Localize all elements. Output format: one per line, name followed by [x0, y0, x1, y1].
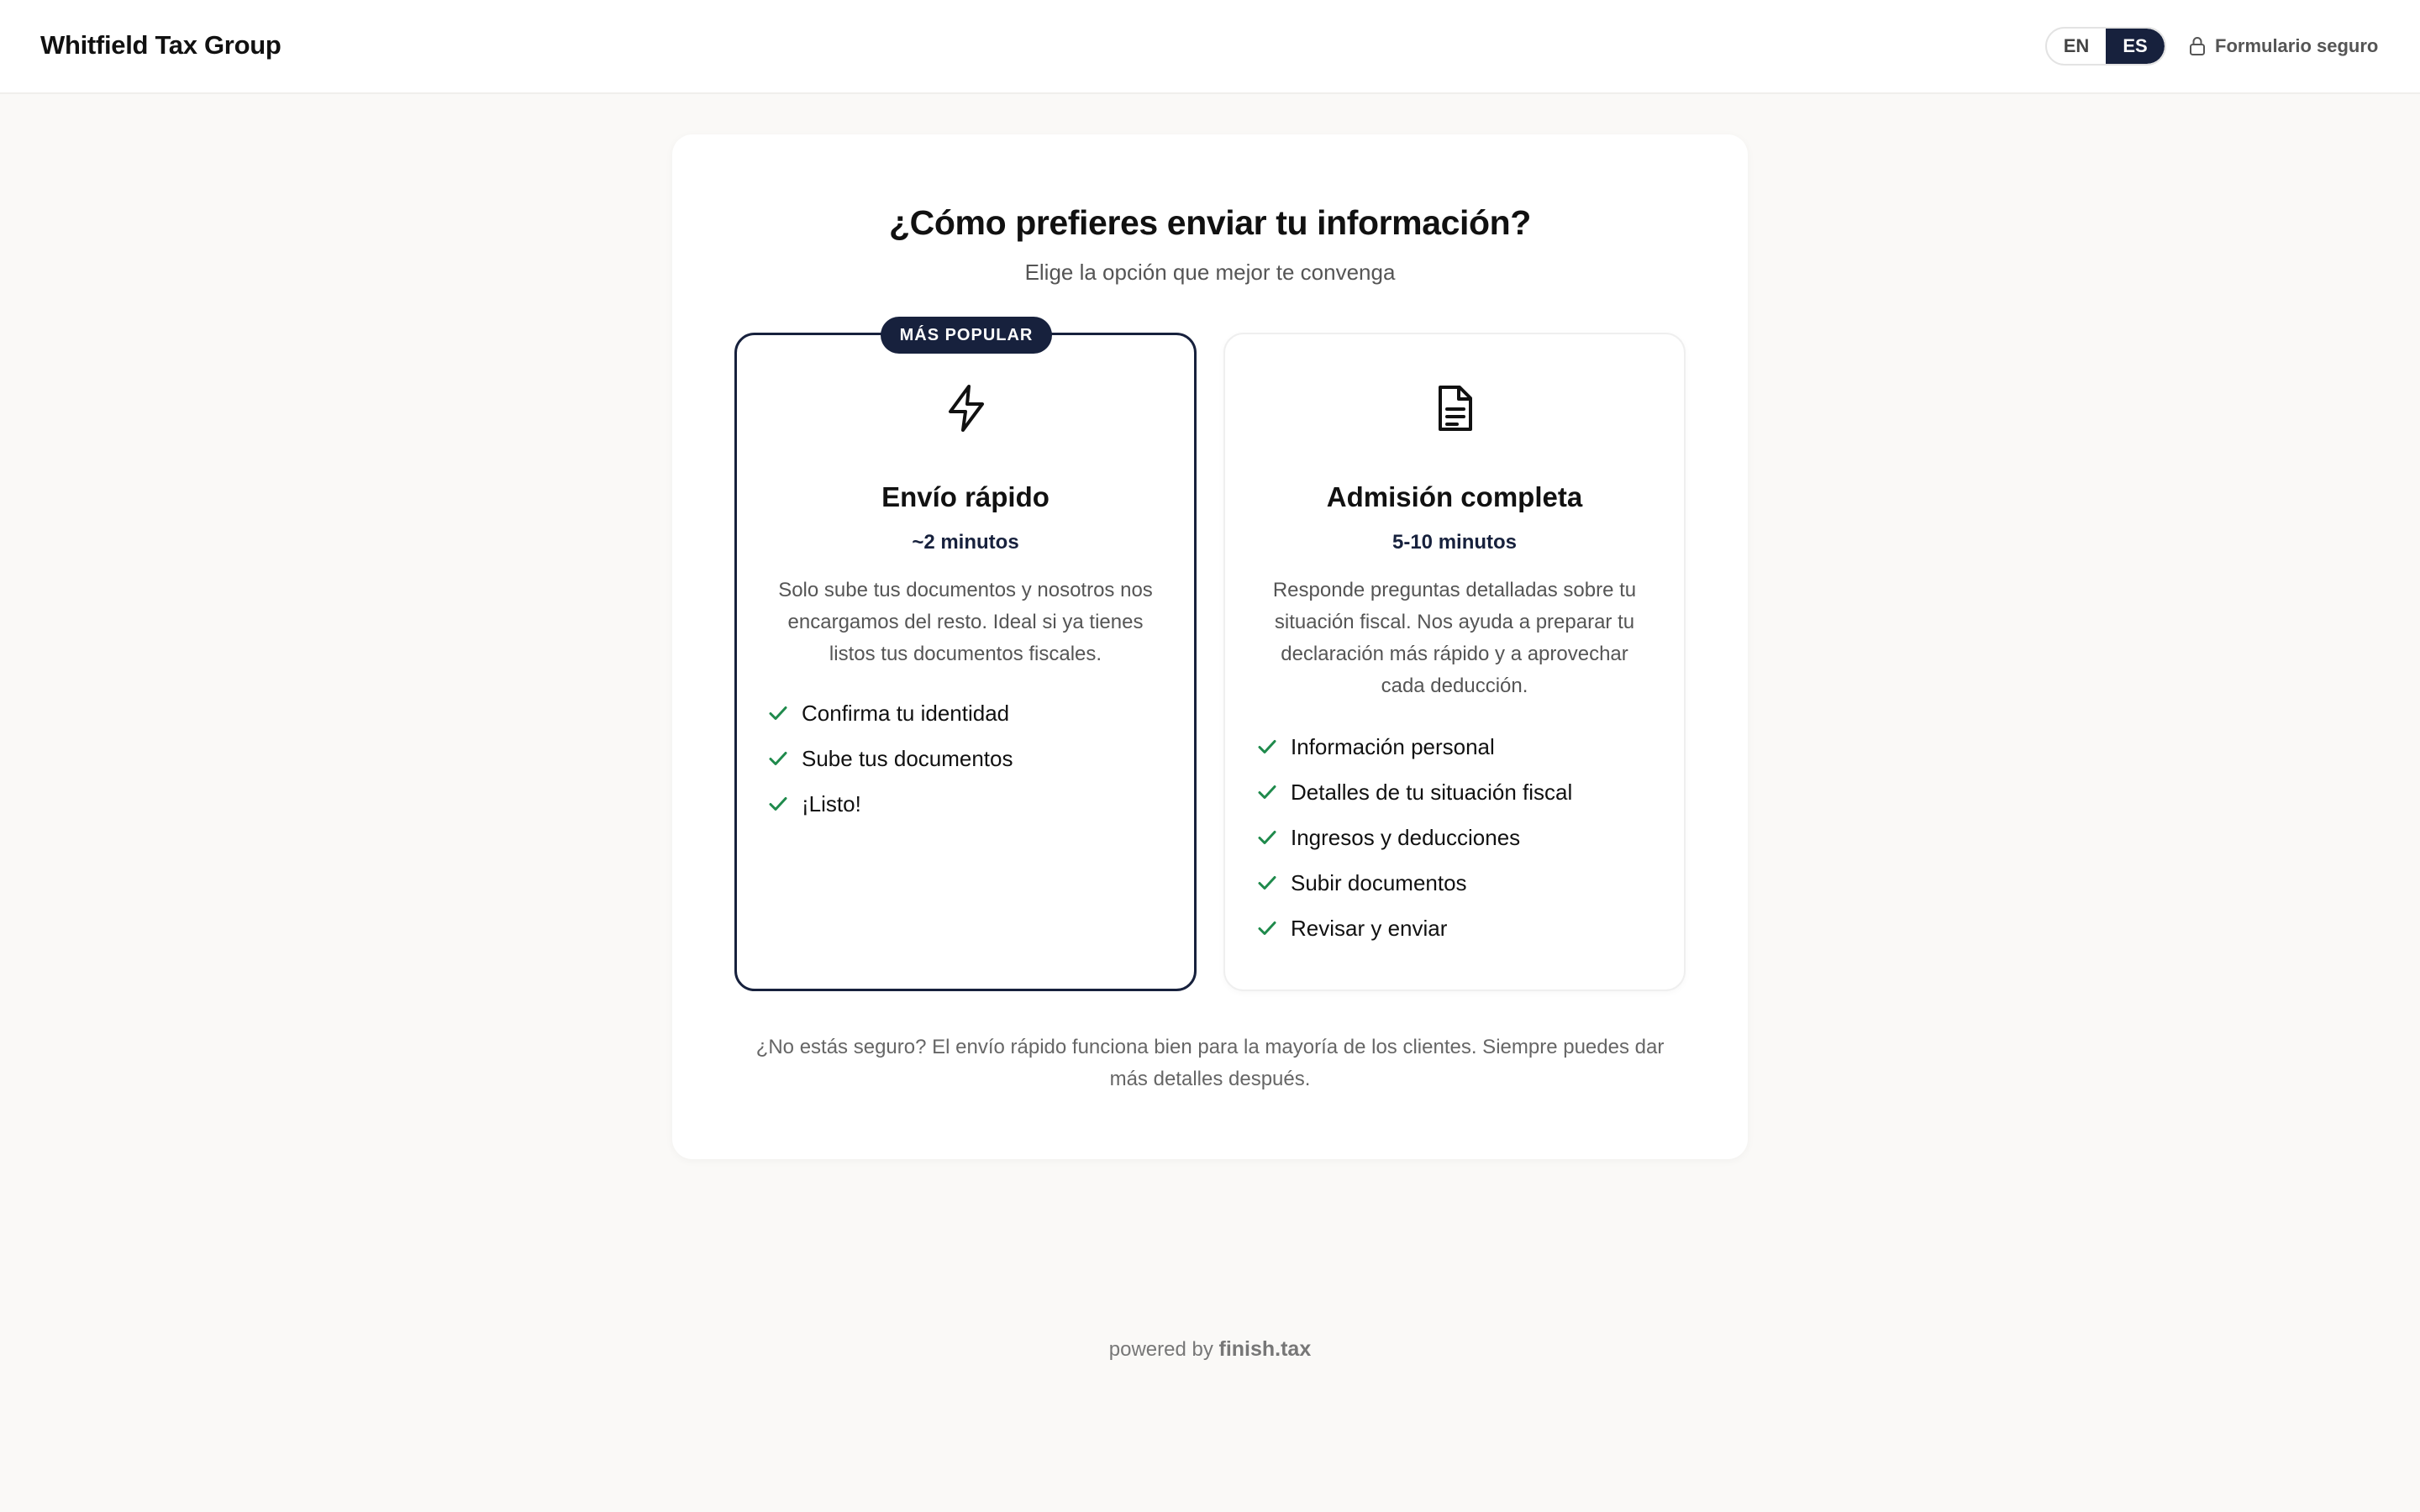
step-label: Detalles de tu situación fiscal [1291, 779, 1573, 805]
step-label: Revisar y enviar [1291, 915, 1448, 941]
lock-icon [2188, 36, 2207, 56]
fast-option-steps [768, 690, 1013, 827]
brand-name: Whitfield Tax Group [40, 30, 281, 60]
fast-option-time: ~2 minutos [912, 531, 1019, 554]
list-item [1257, 724, 1572, 769]
list-item [1257, 860, 1572, 906]
check-icon [1257, 873, 1277, 893]
fast-option-title: Envío rápido [881, 481, 1050, 512]
step-label: Ingresos y deducciones [1291, 824, 1521, 850]
full-option-time: 5-10 minutos [1392, 531, 1518, 554]
check-icon [768, 703, 788, 723]
most-popular-badge: MÁS POPULAR [881, 317, 1052, 354]
fast-option-description: Solo sube tus documentos y nosotros nos encargamos del resto. Ideal si ya tienes listos tus documentos fiscales. [778, 579, 1153, 665]
list-item [768, 690, 1013, 736]
powered-by-prefix: powered by [1108, 1338, 1213, 1361]
step-label: Sube tus documentos [802, 745, 1013, 771]
step-label: Información personal [1291, 733, 1495, 759]
list-item [1257, 815, 1572, 860]
language-es-button[interactable]: ES [2106, 29, 2165, 64]
list-item [768, 736, 1013, 781]
step-label: Confirma tu identidad [802, 700, 1010, 726]
step-label: ¡Listo! [802, 790, 861, 816]
language-en-button[interactable]: EN [2063, 35, 2090, 56]
page-subtitle: Elige la opción que mejor te convenga [1024, 260, 1396, 285]
secure-form-label: Formulario seguro [2215, 35, 2379, 56]
language-toggle [2045, 27, 2166, 66]
full-option-steps [1257, 724, 1572, 951]
check-icon [768, 794, 788, 814]
help-footnote: ¿No estás seguro? El envío rápido funciona bien para la mayoría de los clientes. Siempre puedes dar más detalles después. [755, 1036, 1665, 1090]
secure-form-indicator [2188, 32, 2378, 60]
lightning-icon [939, 381, 993, 435]
check-icon [1257, 827, 1277, 848]
powered-by-brand-link[interactable]: finish.tax [1218, 1337, 1312, 1361]
powered-by [0, 1334, 2420, 1365]
full-option-title: Admisión completa [1326, 481, 1583, 512]
check-icon [1257, 782, 1277, 802]
list-item [1257, 769, 1572, 815]
check-icon [1257, 737, 1277, 757]
check-icon [768, 748, 788, 769]
list-item [1257, 906, 1572, 951]
top-bar [0, 0, 2420, 94]
list-item [768, 781, 1013, 827]
check-icon [1257, 918, 1277, 938]
page-title: ¿Cómo prefieres enviar tu información? [889, 203, 1531, 242]
full-option-description: Responde preguntas detalladas sobre tu situación fiscal. Nos ayuda a preparar tu declaración más rápido y a aprovechar cada deducción. [1272, 579, 1637, 697]
document-icon [1428, 381, 1482, 435]
step-label: Subir documentos [1291, 869, 1467, 895]
